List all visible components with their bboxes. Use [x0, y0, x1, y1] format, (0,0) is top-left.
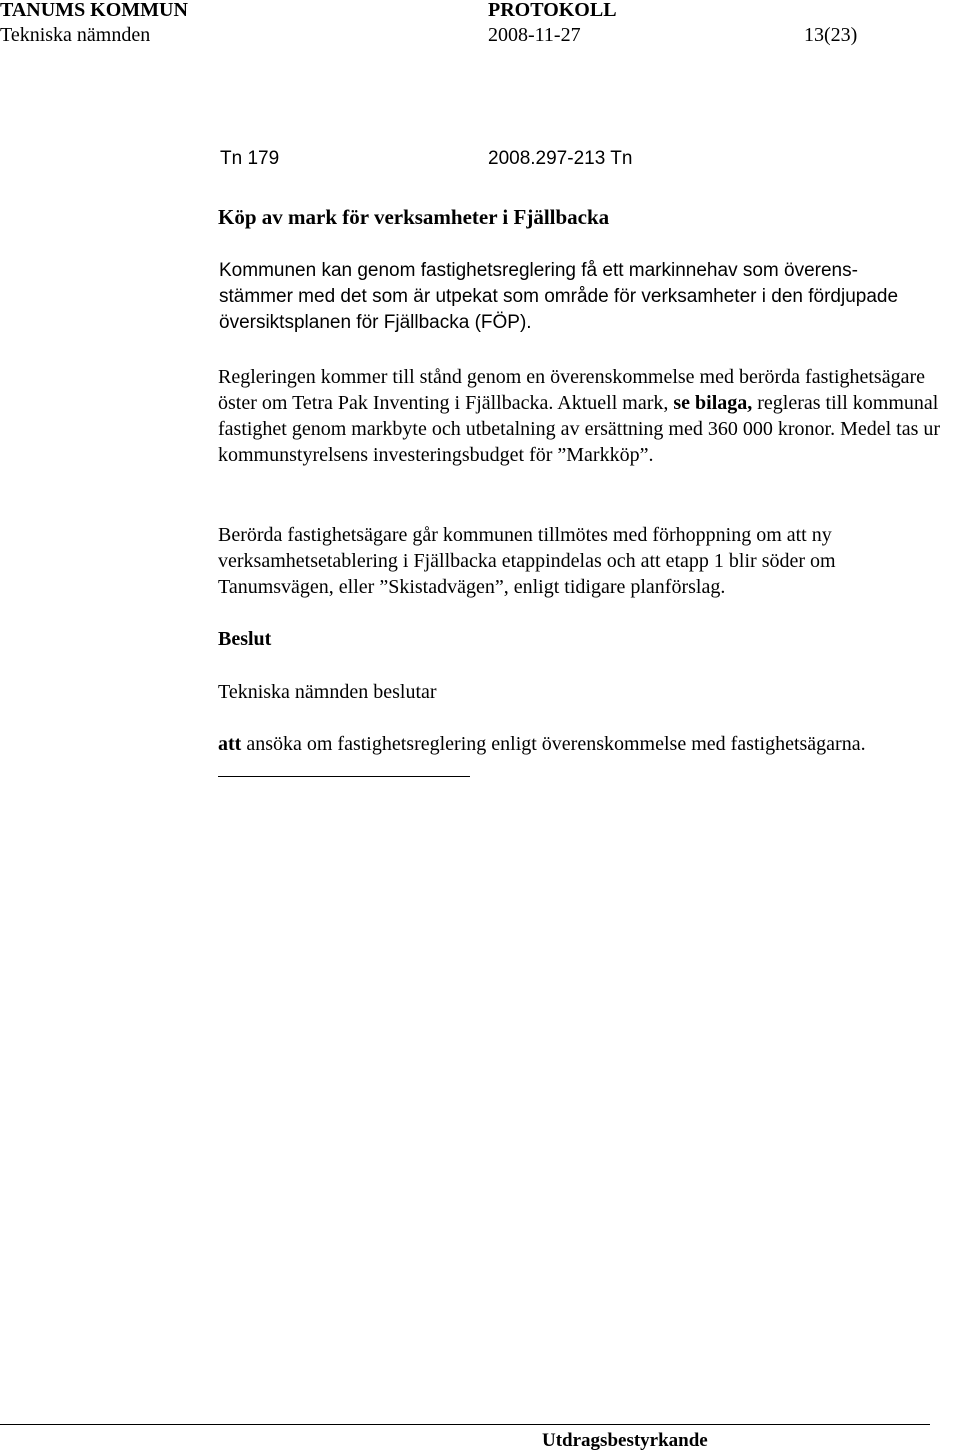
paragraph-intro-line: översiktsplanen för Fjällbacka (FÖP).	[219, 312, 532, 333]
footer-certification-label: Utdragsbestyrkande	[542, 1430, 708, 1451]
case-number: Tn 179	[220, 148, 280, 169]
paragraph-agreement	[218, 364, 943, 468]
decision-text	[218, 731, 866, 757]
page-number: 13(23)	[804, 24, 858, 46]
paragraph-intro-line: Kommunen kan genom fastighetsreglering få ett markinnehav som överens-	[219, 260, 858, 281]
agreement-text-end: regleras till kommunal fastighet genom markbyte och utbetalning av ersättning med 360 000 kronor. Medel tas ur kommunstyrelsens investeringsbudget för ”Markköp”.	[218, 392, 941, 466]
attachment-reference: se bilaga,	[673, 392, 753, 414]
organization-name: TANUMS KOMMUN	[0, 0, 188, 21]
document-type: PROTOKOLL	[488, 0, 617, 21]
case-reference: 2008.297-213 Tn	[488, 148, 633, 169]
meeting-date: 2008-11-27	[488, 24, 581, 46]
footer-rule	[0, 1424, 930, 1425]
decision-att-word: att	[218, 733, 242, 755]
decision-heading: Beslut	[218, 628, 272, 650]
decision-end-rule	[218, 776, 470, 777]
page-title: Köp av mark för verksamheter i Fjällbacka	[218, 205, 610, 229]
paragraph-owners: Berörda fastighetsägare går kommunen tillmötes med förhoppning om att ny verksamhetsetablering i Fjällbacka etappindelas och att etapp 1 blir söder om Tanumsvägen, eller ”Skistadvägen”, enligt tidigare planförslag.	[218, 524, 836, 598]
agreement-text-start: Regleringen kommer till stånd genom en överenskommelse med berörda fastighetsägare öster om Tetra Pak Inventing i Fjällbacka. Aktuell mark,	[218, 366, 926, 414]
committee-name: Tekniska nämnden	[0, 24, 151, 46]
decision-statement: ansöka om fastighetsreglering enligt överenskommelse med fastighetsägarna.	[246, 733, 866, 755]
decision-intro: Tekniska nämnden beslutar	[218, 681, 437, 703]
paragraph-intro-line: stämmer med det som är utpekat som område för verksamheter i den fördjupade	[219, 286, 899, 307]
